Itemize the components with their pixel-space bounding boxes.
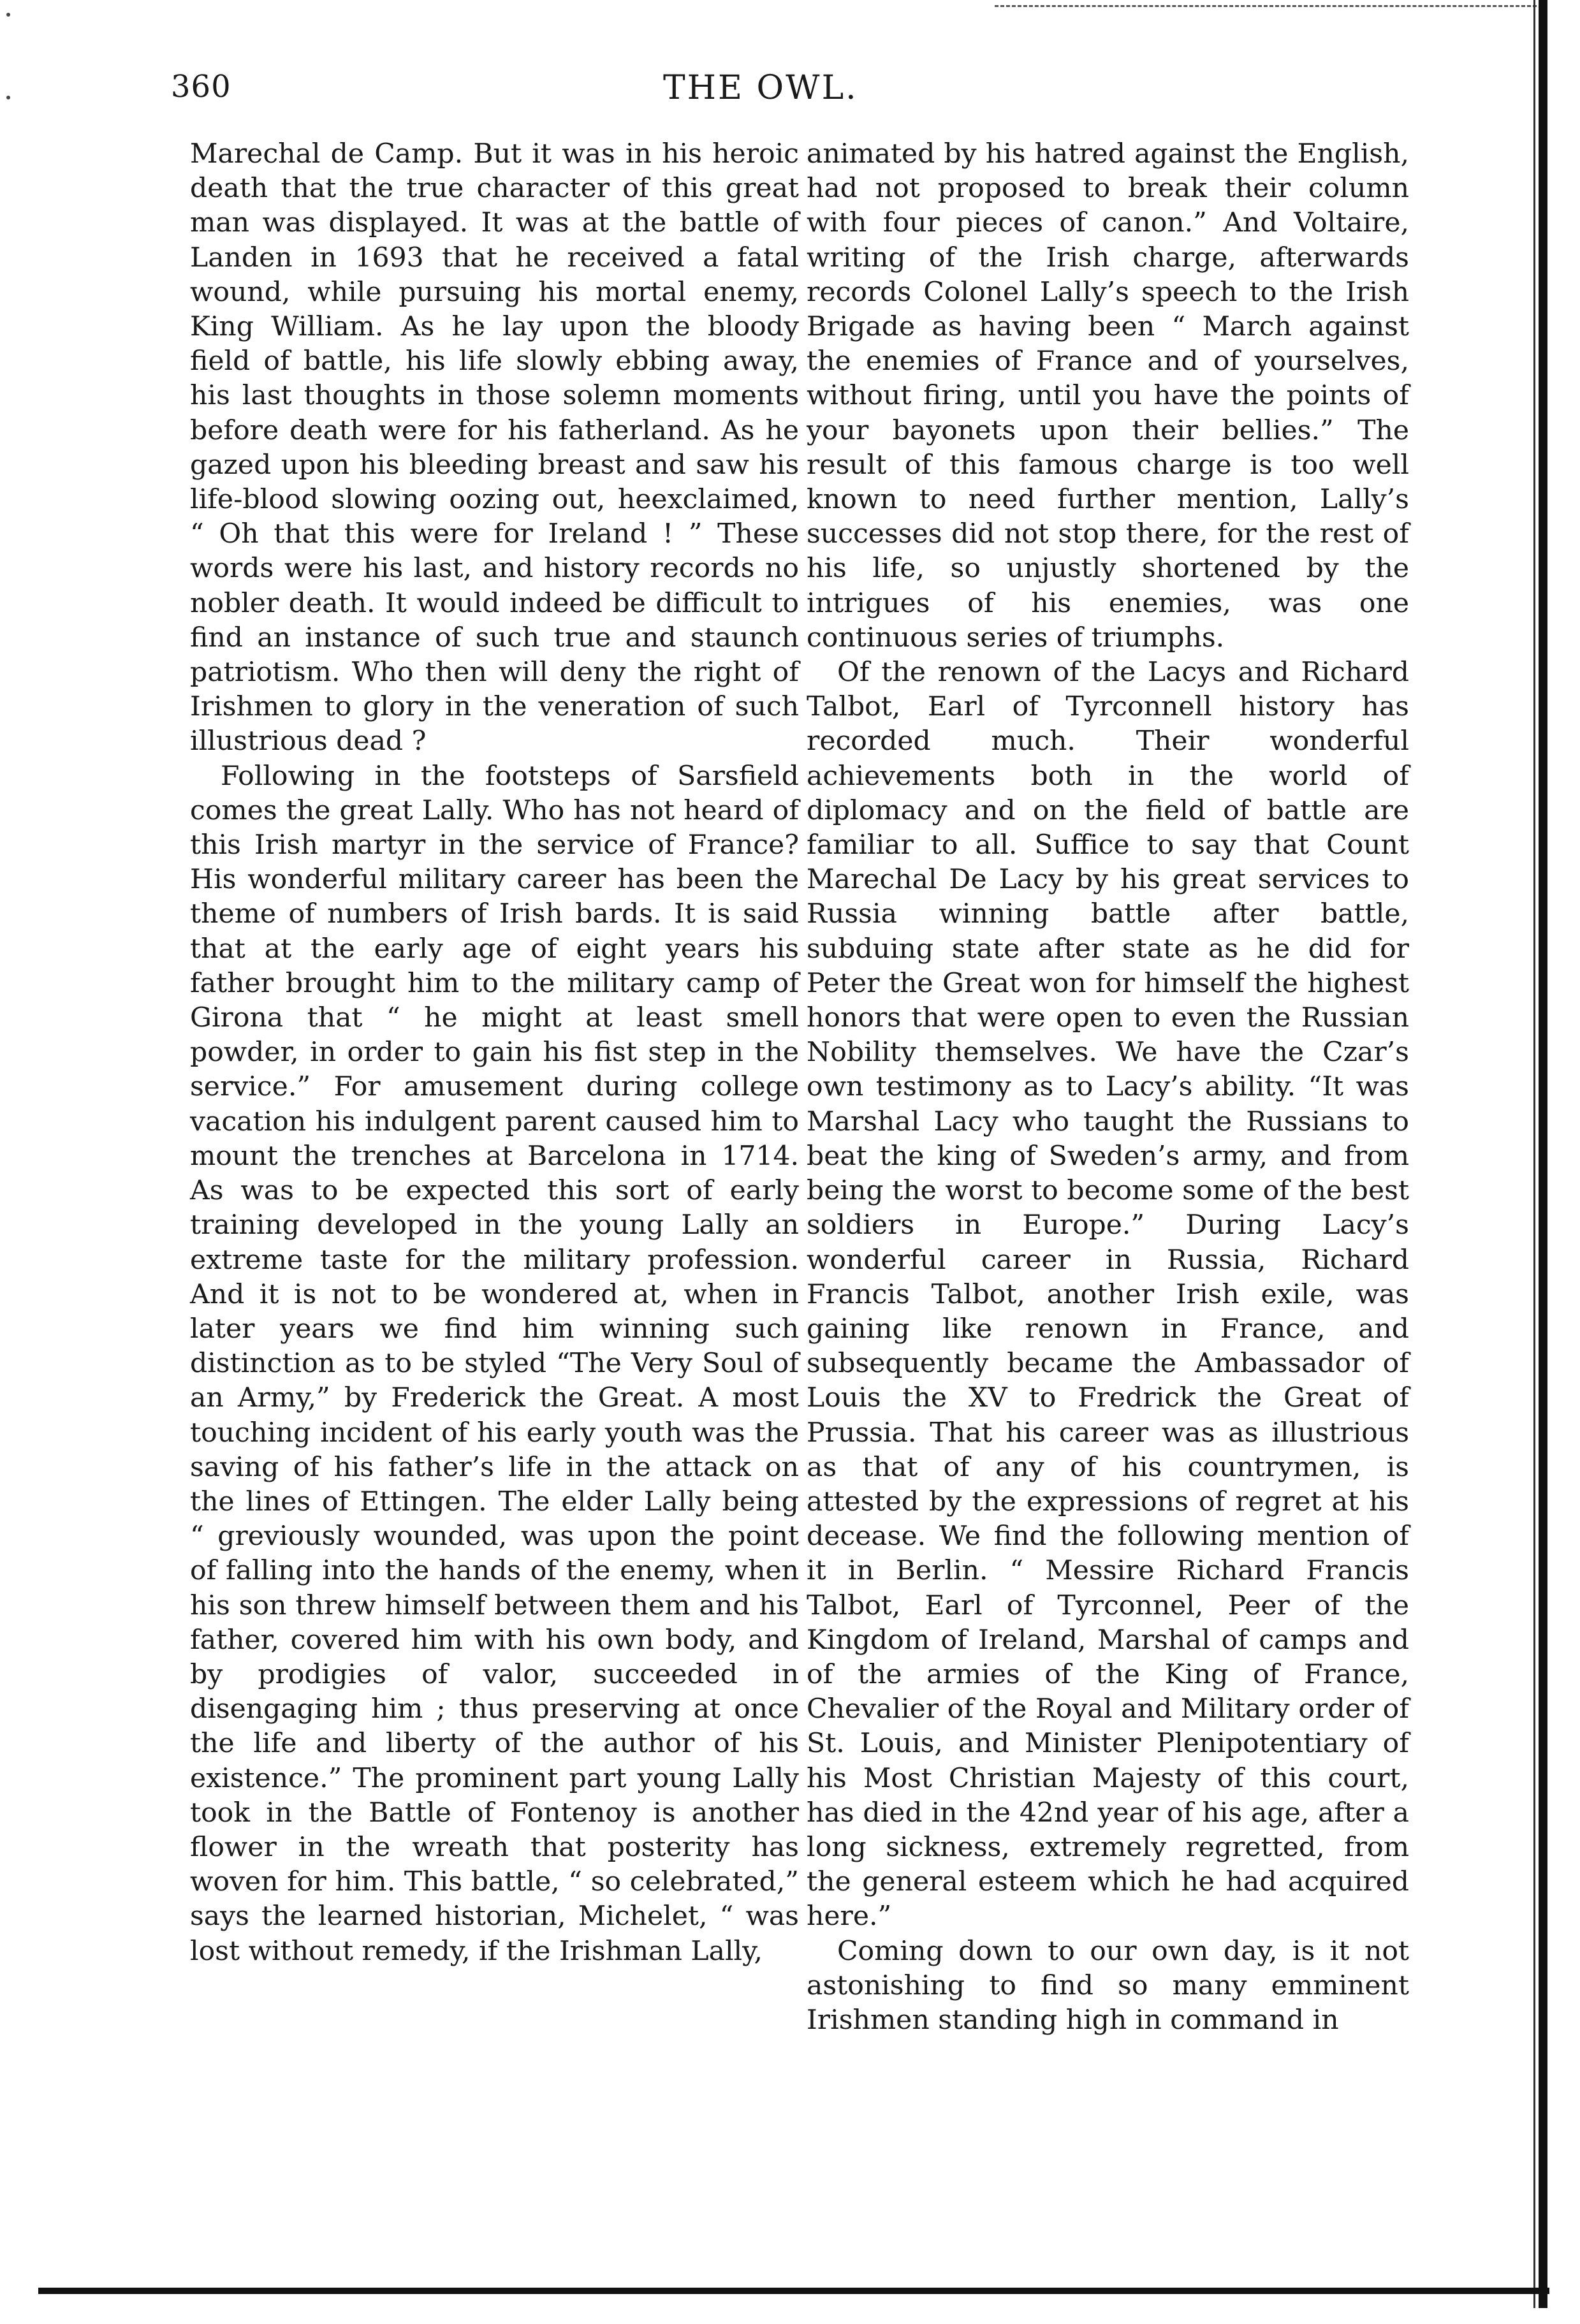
running-head-title: THE OWL. xyxy=(663,69,858,107)
page-edge-border xyxy=(1539,0,1547,2308)
page-bottom-border xyxy=(38,2288,1549,2294)
right-text-column xyxy=(807,137,1409,2038)
top-edge-mark xyxy=(995,5,1537,7)
margin-speck xyxy=(6,96,10,99)
paragraph: Coming down to our own day, is it not astonishing to find so many emminent Irishmen standing high in command in xyxy=(807,1935,1409,2036)
paragraph: animated by his hatred against the English, had not proposed to break their column with four pieces of canon.” And Voltaire, writing of the Irish charge, afterwards records Colonel Lally’s speech to the Irish Brigade as having been “ March against the enemies of France and of yourselves, without firing, until you have the points of your bayonets upon their bellies.” The result of this famous charge is too well known to need further mention, Lally’s successes did not stop there, for the rest of his life, so unjustly shortened by the intrigues of his enemies, was one continuous series of triumphs. xyxy=(807,138,1409,654)
paragraph: Marechal de Camp. But it was in his heroic death that the true character of this great man was displayed. It was at the battle of Landen in 1693 that he received a fatal wound, while pursuing his mortal enemy, King William. As he lay upon the bloody field of battle, his life slowly ebbing away, his last thoughts in those solemn moments before death were for his fatherland. As he gazed upon his bleeding breast and saw his life-blood slowing oozing out, heexclaimed, “ Oh that this were for Ireland ! ” These words were his last, and history records no nobler death. It would indeed be difficult to find an instance of such true and staunch patriotism. Who then will deny the right of Irishmen to glory in the veneration of such illustrious dead ? xyxy=(190,138,799,757)
page-number: 360 xyxy=(171,69,231,105)
page-edge-line xyxy=(1533,0,1535,2308)
paragraph: Following in the footsteps of Sarsfield comes the great Lally. Who has not heard of this Irish martyr in the service of France? His wonderful military career has been the theme of numbers of Irish bards. It is said that at the early age of eight years his father brought him to the military camp of Girona that “ he might at least smell powder, in order to gain his fist step in the service.” For amusement during college vacation his indulgent parent caused him to mount the trenches at Barcelona in 1714. As was to be expected this sort of early training developed in the young Lally an extreme taste for the military profession. And it is not to be wondered at, when in later years we find him winning such distinction as to be styled “The Very Soul of an Army,” by Frederick the Great. A most touching incident of his early youth was the saving of his father’s life in the attack on the lines of Ettingen. The elder Lally being “ greviously wounded, was upon the point of falling into the hands of the enemy, when his son threw himself between them and his father, covered him with his own body, and by prodigies of valor, succeeded in disengaging him ; thus preserving at once the life and liberty of the author of his existence.” The prominent part young Lally took in the Battle of Fontenoy is another flower in the wreath that posterity has woven for him. This battle, “ so celebrated,” says the learned historian, Michelet, “ was lost without remedy, if the Irishman Lally, xyxy=(190,760,799,1967)
paragraph: Of the renown of the Lacys and Richard Talbot, Earl of Tyrconnell history has recorded much. Their wonderful achievements both in the world of diplomacy and on the field of battle are familiar to all. Suffice to say that Count Marechal De Lacy by his great services to Russia winning battle after battle, subduing state after state as he did for Peter the Great won for himself the highest honors that were open to even the Russian Nobility themselves. We have the Czar’s own testimony as to Lacy’s ability. “It was Marshal Lacy who taught the Russians to beat the king of Sweden’s army, and from being the worst to become some of the best soldiers in Europe.” During Lacy’s wonderful career in Russia, Richard Francis Talbot, another Irish exile, was gaining like renown in France, and subsequently became the Ambassador of Louis the XV to Fredrick the Great of Prussia. That his career was as illustrious as that of any of his countrymen, is attested by the expressions of regret at his decease. We find the following mention of it in Berlin. “ Messire Richard Francis Talbot, Earl of Tyrconnel, Peer of the Kingdom of Ireland, Marshal of camps and of the armies of the King of France, Chevalier of the Royal and Military order of St. Louis, and Minister Plenipotentiary of his Most Christian Majesty of this court, has died in the 42nd year of his age, after a long sickness, extremely regretted, from the general esteem which he had acquired here.” xyxy=(807,657,1409,1933)
margin-speck xyxy=(6,13,10,17)
left-text-column xyxy=(190,137,799,1969)
